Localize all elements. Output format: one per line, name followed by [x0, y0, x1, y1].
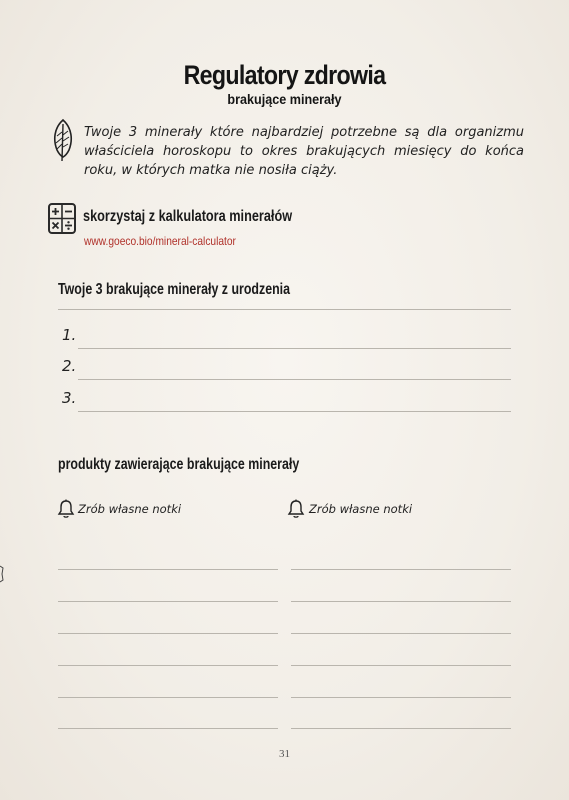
edge-mark-icon — [0, 565, 4, 583]
page-subtitle: brakujące minerały — [227, 91, 342, 107]
calculator-link[interactable]: www.goeco.bio/mineral-calculator — [84, 234, 236, 248]
divider — [58, 309, 511, 310]
mineral-item-number: 3. — [62, 389, 77, 407]
note-line-right[interactable] — [291, 601, 511, 602]
page-title: Regulatory zdrowia — [183, 60, 386, 90]
intro-text: Twoje 3 minerały które najbardziej potrzebne są dla organizmu właściciela horoskopu to okres brakujących miesięcy do końca roku, w których matka nie nosiła ciąży. — [84, 125, 524, 178]
bell-icon — [57, 499, 75, 519]
calculator-label: skorzystaj z kalkulatora minerałów — [83, 208, 293, 225]
mineral-line-1[interactable] — [78, 348, 511, 349]
note-line-right[interactable] — [291, 728, 511, 729]
page-number: 31 — [279, 748, 290, 760]
calculator-icon — [47, 202, 77, 235]
note-line-left[interactable] — [58, 665, 278, 666]
note-line-right[interactable] — [291, 633, 511, 634]
note-line-left[interactable] — [58, 697, 278, 698]
left-note-label: Zrób własne notki — [78, 502, 182, 516]
mineral-item-number: 2. — [62, 357, 77, 375]
feather-icon — [50, 118, 76, 162]
note-line-left[interactable] — [58, 601, 278, 602]
note-line-right[interactable] — [291, 569, 511, 570]
mineral-item-number: 1. — [62, 326, 77, 344]
note-line-left[interactable] — [58, 633, 278, 634]
mineral-line-3[interactable] — [78, 411, 511, 412]
note-line-right[interactable] — [291, 697, 511, 698]
mineral-line-2[interactable] — [78, 379, 511, 380]
note-line-right[interactable] — [291, 665, 511, 666]
right-note-label: Zrób własne notki — [309, 502, 413, 516]
note-line-left[interactable] — [58, 569, 278, 570]
birth-minerals-title: Twoje 3 brakujące minerały z urodzenia — [58, 281, 291, 298]
note-line-left[interactable] — [58, 728, 278, 729]
products-title: produkty zawierające brakujące minerały — [58, 456, 300, 473]
bell-icon — [287, 499, 305, 519]
